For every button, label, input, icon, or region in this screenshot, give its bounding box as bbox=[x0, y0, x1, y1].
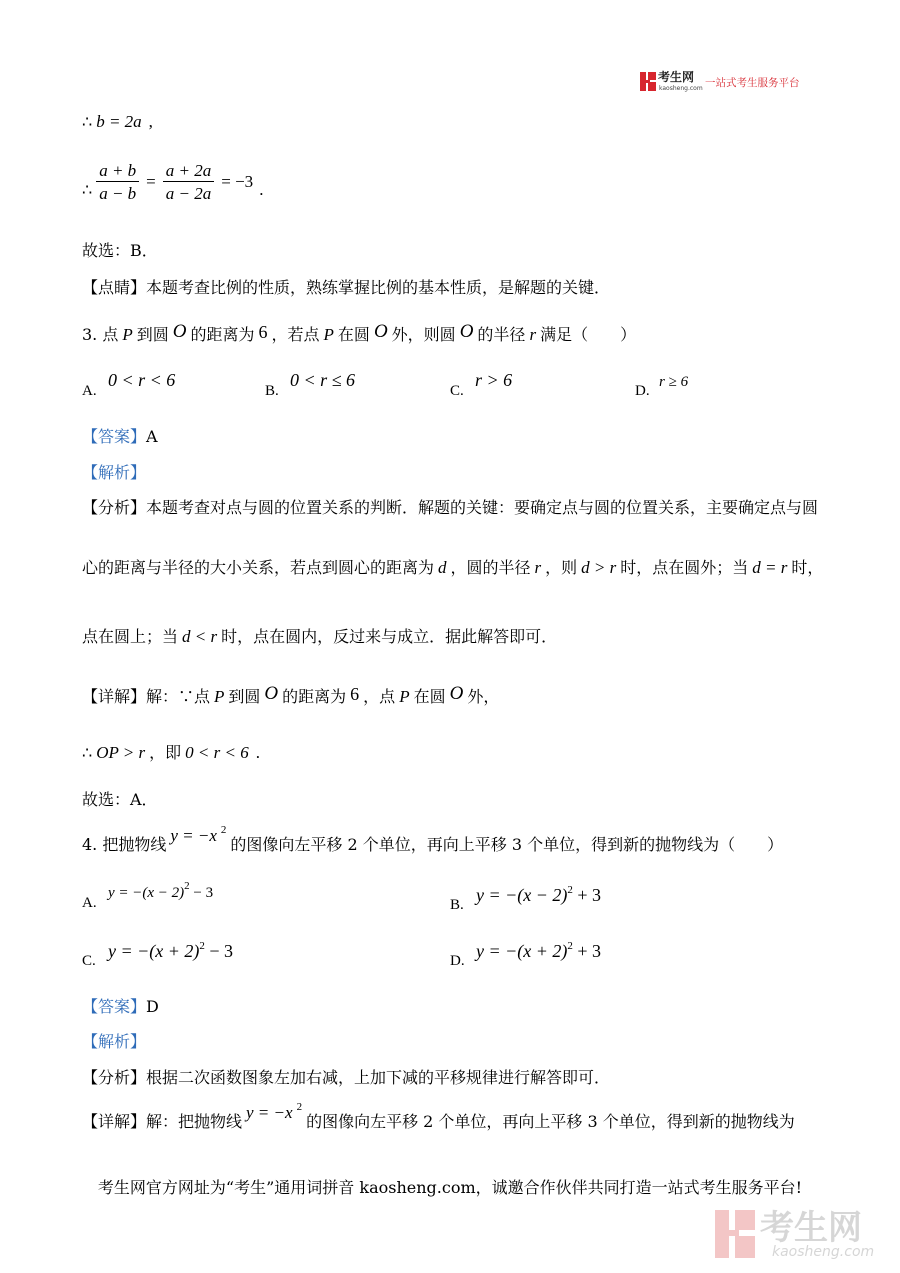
var-p: P bbox=[214, 687, 225, 706]
analysis-text: 点在圆上；当 bbox=[82, 627, 179, 646]
kaosheng-logo-icon bbox=[640, 72, 656, 91]
exponent: 2 bbox=[184, 880, 190, 892]
number: 6 bbox=[258, 322, 268, 342]
q2-equation-line bbox=[82, 112, 156, 132]
math-base: y = −(x + 2) bbox=[476, 941, 568, 961]
var-o: O bbox=[264, 683, 279, 704]
stem-text: 3. 点 bbox=[82, 325, 119, 344]
math-expression: d = r bbox=[752, 558, 788, 577]
q4-option-a-label: A. bbox=[82, 895, 97, 911]
fraction-1-numerator: a + b bbox=[99, 161, 137, 180]
q3-detail bbox=[82, 683, 500, 707]
q4-answer bbox=[82, 997, 159, 1017]
stem-text: 到圆 bbox=[136, 325, 169, 344]
exponent: 2 bbox=[296, 1101, 303, 1113]
punctuation: , bbox=[148, 112, 153, 131]
q3-option-a-expr: 0 < r < 6 bbox=[108, 370, 176, 390]
stem-text: 在圆 bbox=[337, 325, 370, 344]
q3-conclusion bbox=[82, 743, 263, 763]
header-slogan: 一站式考生服务平台 bbox=[705, 77, 800, 89]
equation-result: = −3 bbox=[221, 172, 254, 191]
analysis-text: ，圆的半径 bbox=[450, 558, 531, 577]
q3-answer bbox=[82, 427, 158, 447]
therefore-symbol: ∴ bbox=[82, 743, 93, 762]
detail-text: 的图像向左平移 2 个单位，再向上平移 3 个单位，得到新的抛物线为 bbox=[306, 1112, 795, 1131]
stem-text: 4. 把抛物线 bbox=[82, 835, 167, 854]
var-o: O bbox=[459, 321, 474, 342]
equals-sign: = bbox=[146, 172, 156, 191]
math-expression: b = 2a bbox=[96, 112, 142, 131]
watermark-name: 考生网 bbox=[760, 1208, 862, 1248]
detail-text: 【详解】解：∵点 bbox=[82, 687, 211, 706]
detail-text: 的距离为 bbox=[282, 687, 347, 706]
fraction-2 bbox=[163, 160, 214, 204]
watermark-logo-icon bbox=[715, 1210, 755, 1258]
q4-option-b-expr bbox=[476, 884, 601, 909]
stem-text: 外，则圆 bbox=[391, 325, 456, 344]
var-r: r bbox=[529, 325, 537, 344]
math-base: y = −(x − 2) bbox=[476, 885, 568, 905]
var-d: d bbox=[438, 558, 447, 577]
q4-option-d-expr bbox=[476, 940, 601, 965]
detail-text: 在圆 bbox=[413, 687, 446, 706]
therefore-symbol: ∴ bbox=[82, 112, 93, 131]
q3-option-c-label: C. bbox=[450, 383, 464, 399]
stem-text: 的半径 bbox=[477, 325, 526, 344]
detail-text: ，点 bbox=[363, 687, 396, 706]
detail-text: 外， bbox=[467, 687, 500, 706]
answer-value: A bbox=[146, 427, 158, 446]
var-o: O bbox=[449, 683, 464, 704]
exponent: 2 bbox=[567, 940, 573, 952]
var-o: O bbox=[172, 321, 187, 342]
q4-option-d-label: D. bbox=[450, 953, 465, 969]
math-expression: OP > r bbox=[96, 743, 146, 762]
analysis-text: ，则 bbox=[545, 558, 578, 577]
conclusion-text: ，即 bbox=[149, 743, 182, 762]
analysis-text: 时， bbox=[791, 558, 824, 577]
page-footer: 考生网官方网址为“考生”通用词拼音 kaosheng.com，诚邀合作伙伴共同打造一站式考生服务平台! bbox=[97, 1178, 803, 1197]
detail-text: 到圆 bbox=[228, 687, 261, 706]
q4-stem bbox=[82, 824, 784, 857]
q3-option-b-expr: 0 < r ≤ 6 bbox=[290, 370, 356, 390]
q4-option-c-expr bbox=[108, 940, 233, 965]
var-r: r bbox=[534, 558, 542, 577]
var-p: P bbox=[399, 687, 410, 706]
var-o: O bbox=[373, 321, 388, 342]
q3-analysis-label: 【解析】 bbox=[82, 463, 147, 482]
answer-label: 【答案】 bbox=[82, 427, 147, 446]
q3-option-d-expr: r ≥ 6 bbox=[659, 374, 689, 390]
q4-option-a-expr bbox=[108, 882, 213, 905]
q3-option-a-label: A. bbox=[82, 383, 97, 399]
math-base: y = −x bbox=[170, 826, 217, 845]
stem-text: 的距离为 bbox=[190, 325, 255, 344]
watermark-domain: kaosheng.com bbox=[772, 1244, 875, 1260]
var-p: P bbox=[122, 325, 133, 344]
punctuation: . bbox=[255, 743, 260, 762]
q3-choice: 故选：A． bbox=[82, 790, 158, 809]
q3-stem bbox=[82, 321, 637, 345]
fraction-2-numerator: a + 2a bbox=[165, 161, 212, 180]
q2-fraction-line bbox=[82, 159, 266, 205]
number: 6 bbox=[350, 684, 360, 704]
stem-text: 满足（ ） bbox=[540, 325, 637, 344]
q4-option-b-label: B. bbox=[450, 897, 464, 913]
q2-choice: 故选：B． bbox=[82, 241, 158, 260]
q3-analysis-line-1: 【分析】本题考查对点与圆的位置关系的判断．解题的关键：要确定点与圆的位置关系，主要确定点与圆 bbox=[82, 498, 819, 517]
exponent: 2 bbox=[199, 940, 205, 952]
math-base: y = −(x + 2) bbox=[108, 941, 200, 961]
q4-analysis: 【分析】根据二次函数图象左加右减，上加下减的平移规律进行解答即可． bbox=[82, 1068, 611, 1087]
math-expression bbox=[242, 1103, 302, 1122]
q2-tip: 【点睛】本题考查比例的性质，熟练掌握比例的基本性质，是解题的关键． bbox=[82, 278, 611, 297]
math-expression: 0 < r < 6 bbox=[185, 743, 249, 762]
q4-option-c-label: C. bbox=[82, 953, 96, 969]
fraction-1-denominator: a − b bbox=[96, 181, 139, 204]
logo-domain: kaosheng.com bbox=[659, 85, 703, 92]
q3-option-c-expr: r > 6 bbox=[475, 370, 513, 390]
math-tail: − 3 bbox=[204, 941, 234, 961]
logo-name: 考生网 bbox=[658, 70, 695, 84]
answer-label: 【答案】 bbox=[82, 997, 147, 1016]
q4-analysis-label: 【解析】 bbox=[82, 1032, 147, 1051]
math-tail: + 3 bbox=[572, 941, 602, 961]
var-p: P bbox=[323, 325, 334, 344]
fraction-1 bbox=[96, 160, 139, 204]
analysis-text: 时，点在圆内，反过来与成立．据此解答即可． bbox=[221, 627, 558, 646]
math-tail: − 3 bbox=[189, 885, 214, 901]
punctuation: . bbox=[259, 180, 264, 199]
stem-text: ，若点 bbox=[271, 325, 320, 344]
math-expression: d < r bbox=[182, 627, 218, 646]
q3-option-d-label: D. bbox=[635, 383, 650, 399]
therefore-symbol: ∴ bbox=[82, 180, 93, 199]
stem-text: 的图像向左平移 2 个单位，再向上平移 3 个单位，得到新的抛物线为（ ） bbox=[230, 835, 784, 854]
analysis-text: 时，点在圆外；当 bbox=[620, 558, 749, 577]
q3-option-b-label: B. bbox=[265, 383, 279, 399]
math-expression: d > r bbox=[581, 558, 617, 577]
fraction-2-denominator: a − 2a bbox=[163, 181, 214, 204]
math-base: y = −(x − 2) bbox=[108, 885, 185, 901]
math-tail: + 3 bbox=[572, 885, 602, 905]
detail-text: 【详解】解：把抛物线 bbox=[82, 1112, 243, 1131]
math-expression bbox=[166, 826, 226, 845]
math-base: y = −x bbox=[246, 1103, 293, 1122]
q3-analysis-line-3 bbox=[82, 627, 557, 647]
q4-detail bbox=[82, 1101, 795, 1134]
analysis-text: 心的距离与半径的大小关系，若点到圆心的距离为 bbox=[82, 558, 435, 577]
answer-value: D bbox=[146, 997, 159, 1016]
q3-analysis-line-2 bbox=[82, 558, 823, 578]
exponent: 2 bbox=[567, 884, 573, 896]
exponent: 2 bbox=[220, 824, 227, 836]
